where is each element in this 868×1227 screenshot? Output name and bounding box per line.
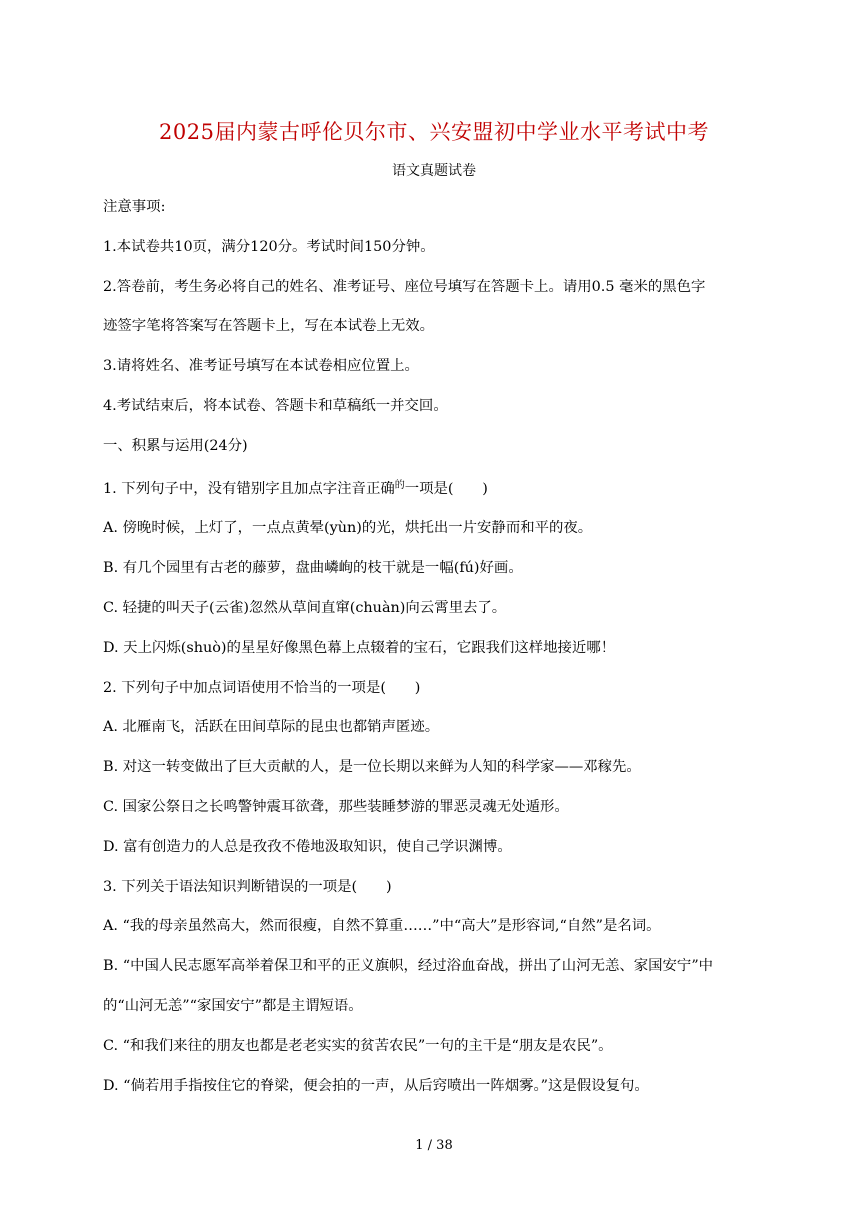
note-item-3: 3.请将姓名、准考证号填写在本试卷相应位置上。: [103, 358, 419, 375]
question-1-stem-de: 的: [394, 479, 405, 491]
question-2-option-d: D. 富有创造力的人总是孜孜不倦地汲取知识，使自己学识渊博。: [103, 838, 512, 855]
question-2-option-a: A. 北雁南飞，活跃在田间草际的昆虫也都销声匿迹。: [103, 719, 440, 736]
page-number: 1 / 38: [415, 1138, 453, 1153]
question-1-option-c: C. 轻捷的叫天子(云雀)忽然从草间直窜(chuàn)向云霄里去了。: [103, 599, 507, 616]
question-1-stem-part-a: 1. 下列句子中，没有错别字且加点字注音正确: [103, 480, 395, 497]
note-item-2-cont: 迹签字笔将答案写在答题卡上，写在本试卷上无效。: [103, 318, 434, 335]
question-1-option-d: D. 天上闪烁(shuò)的星星好像黑色幕上点辍着的宝石，它跟我们这样地接近哪！: [103, 639, 616, 656]
question-1-option-a: A. 傍晚时候，上灯了，一点点黄晕(yùn)的光，烘托出一片安静而和平的夜。: [103, 520, 593, 537]
section-heading: 一、积累与运用(24分): [103, 437, 248, 454]
question-1-option-b: B. 有几个园里有古老的藤萝，盘曲嶙峋的枝干就是一幅(fú)好画。: [103, 560, 523, 577]
question-3-stem: 3. 下列关于语法知识判断错误的一项是( ): [103, 878, 392, 895]
note-item-4: 4.考试结束后，将本试卷、答题卡和草稿纸一并交回。: [103, 397, 448, 414]
question-2-option-c: C. 国家公祭日之长鸣警钟震耳欲聋，那些装睡梦游的罪恶灵魂无处遁形。: [103, 798, 569, 815]
notes-heading: 注意事项:: [103, 199, 166, 215]
exam-title: 2025届内蒙古呼伦贝尔市、兴安盟初中学业水平考试中考: [159, 120, 709, 144]
note-item-1: 1.本试卷共10页，满分120分。考试时间150分钟。: [103, 238, 435, 255]
exam-subtitle: 语文真题试卷: [392, 163, 476, 179]
question-2-stem: 2. 下列句子中加点词语使用不恰当的一项是( ): [103, 679, 421, 696]
note-item-2: 2.答卷前，考生务必将自己的姓名、准考证号、座位号填写在答题卡上。请用0.5 毫米的黑色字: [103, 278, 706, 295]
question-3-option-b-cont: 的“山河无恙”“家国安宁”都是主谓短语。: [103, 997, 363, 1014]
exam-content: [103, 197, 771, 1115]
question-3-option-a: A. “我的母亲虽然高大，然而很瘦，自然不算重……”中“高大”是形容词,“自然”是名词。: [103, 918, 661, 935]
question-1-stem-part-b: 一项是( ): [404, 480, 488, 497]
question-1-stem: [103, 476, 771, 499]
question-3-option-b: B. “中国人民志愿军高举着保卫和平的正义旗帜，经过浴血奋战，拼出了山河无恙、家国安宁”中: [103, 958, 714, 975]
question-2-option-b: B. 对这一转变做出了巨大贡献的人，是一位长期以来鲜为人知的科学家——邓稼先。: [103, 759, 641, 776]
question-3-option-c: C. “和我们来往的朋友也都是老老实实的贫苦农民”一句的主干是“朋友是农民”。: [103, 1037, 613, 1054]
question-3-option-d: D. “倘若用手指按住它的脊梁，便会拍的一声，从后窍喷出一阵烟雾。”这是假设复句。: [103, 1077, 649, 1094]
